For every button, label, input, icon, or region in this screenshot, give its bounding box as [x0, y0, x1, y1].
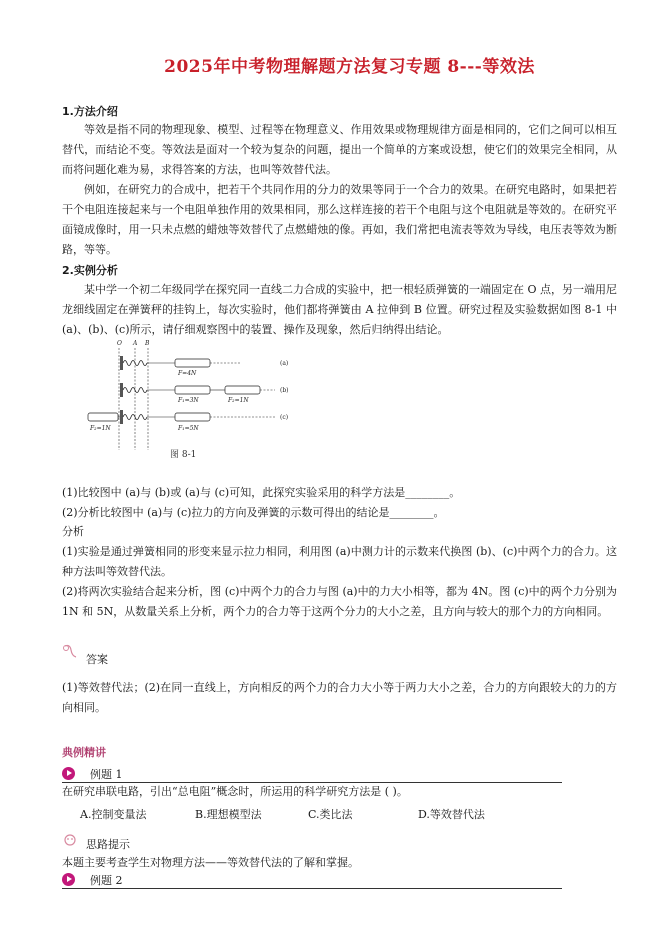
example-1-question: 在研究串联电路，引出“总电阻”概念时，所运用的科学研究方法是 ( )。 — [62, 785, 408, 798]
figure-force-c1: F₂=1N — [90, 425, 111, 432]
play-icon — [62, 873, 75, 886]
figure-tag-b: (b) — [280, 387, 289, 394]
section-heading-method: 1.方法介绍 — [62, 105, 118, 118]
option-b[interactable]: B.理想模型法 — [195, 808, 262, 821]
figure-caption: 图 8-1 — [170, 450, 197, 460]
paragraph-example-intro: 某中学一个初二年级同学在探究同一直线二力合成的实验中，把一根轻质弹簧的一端固定在 O 点，另一端用尼龙细线固定在弹簧秤的挂钩上，每次实验时，他们都将弹簧由 A 拉伸到 B 位置。研究过程及实验数据如图 8-1 中 (a)、(b)、(c)所示，请仔细观察图中的装置、操作及现象，然后归纳得出结论。 — [62, 283, 618, 336]
question-1: (1)比较图中 (a)与 (b)或 (a)与 (c)可知，此探究实验采用的科学方法是________。 — [62, 486, 461, 499]
hint-label: 思路提示 — [86, 838, 130, 851]
option-a[interactable]: A.控制变量法 — [80, 808, 147, 821]
answer-icon — [62, 644, 78, 658]
example-1-label: 例题 1 — [90, 768, 123, 781]
figure-label-a: A — [133, 340, 138, 347]
analysis-label: 分析 — [62, 525, 84, 538]
play-icon — [62, 767, 75, 780]
example-2-header — [62, 872, 562, 889]
paragraph-method-2: 例如，在研究力的合成中，把若干个共同作用的分力的效果等同于一个合力的效果。在研究电路时，如果把若干个电阻连接起来与一个电阻单独作用的效果相同，那么这样连接的若干个电阻与这个电阻就是等效的。在研究平面镜成像时，用一只未点燃的蜡烛等效替代了点燃蜡烛的像。再如，我们常把电流表等效为导线，电压表等效为断路，等等。 — [62, 183, 617, 256]
analysis-2: (2)将两次实验结合起来分析，图 (c)中两个力的合力与图 (a)中的力大小相等，都为 4N。图 (c)中的两个力分别为 1N 和 5N，从数量关系上分析，两个力的合力等于这两个分力的大小之差，且方向与较大的那个力的方向相同。 — [62, 585, 617, 618]
paragraph-method-1: 等效是指不同的物理现象、模型、过程等在物理意义、作用效果或物理规律方面是相同的，它们之间可以相互替代，而结论不变。等效法是面对一个较为复杂的问题，提出一个简单的方案或设想，使它们的效果完全相同，从而将问题化难为易，求得答案的方法，也叫等效替代法。 — [62, 123, 617, 176]
figure-force-b1: F₁=3N — [178, 397, 199, 404]
figure-label-b: B — [145, 340, 150, 347]
answer-label: 答案 — [86, 653, 108, 666]
figure-row-b — [120, 383, 289, 404]
figure-force-b2: F₂=1N — [228, 397, 249, 404]
example-1-header — [62, 766, 562, 783]
analysis-1: (1)实验是通过弹簧相同的形变来显示拉力相同，利用图 (a)中测力计的示数来代换图 (b)、(c)中两个力的合力。这种方法叫等效替代法。 — [62, 545, 617, 578]
option-d[interactable]: D.等效替代法 — [418, 808, 485, 821]
figure-tag-c: (c) — [280, 414, 289, 421]
hint-text: 本题主要考查学生对物理方法——等效替代法的了解和掌握。 — [62, 856, 359, 869]
figure-force-a: F=4N — [178, 370, 197, 377]
page-title: 2025年中考物理解题方法复习专题 8---等效法 — [164, 57, 535, 77]
figure-row-c — [88, 410, 288, 432]
answer-text: (1)等效替代法；(2)在同一直线上，方向相反的两个力的合力大小等于两力大小之差，合力的方向跟较大的力的方向相同。 — [62, 681, 617, 714]
hint-icon — [62, 833, 78, 847]
example-2-label: 例题 2 — [90, 874, 123, 887]
figure-label-o: O — [117, 340, 122, 347]
figure-tag-a: (a) — [280, 360, 289, 367]
figure-force-c2: F₁=5N — [178, 425, 199, 432]
section-heading-example: 2.实例分析 — [62, 264, 118, 277]
figure-8-1 — [90, 338, 340, 463]
figure-row-a — [120, 356, 288, 377]
examples-section-label: 典例精讲 — [62, 746, 106, 759]
option-c[interactable]: C.类比法 — [308, 808, 353, 821]
question-2: (2)分析比较图中 (a)与 (c)拉力的方向及弹簧的示数可得出的结论是________。 — [62, 506, 445, 519]
